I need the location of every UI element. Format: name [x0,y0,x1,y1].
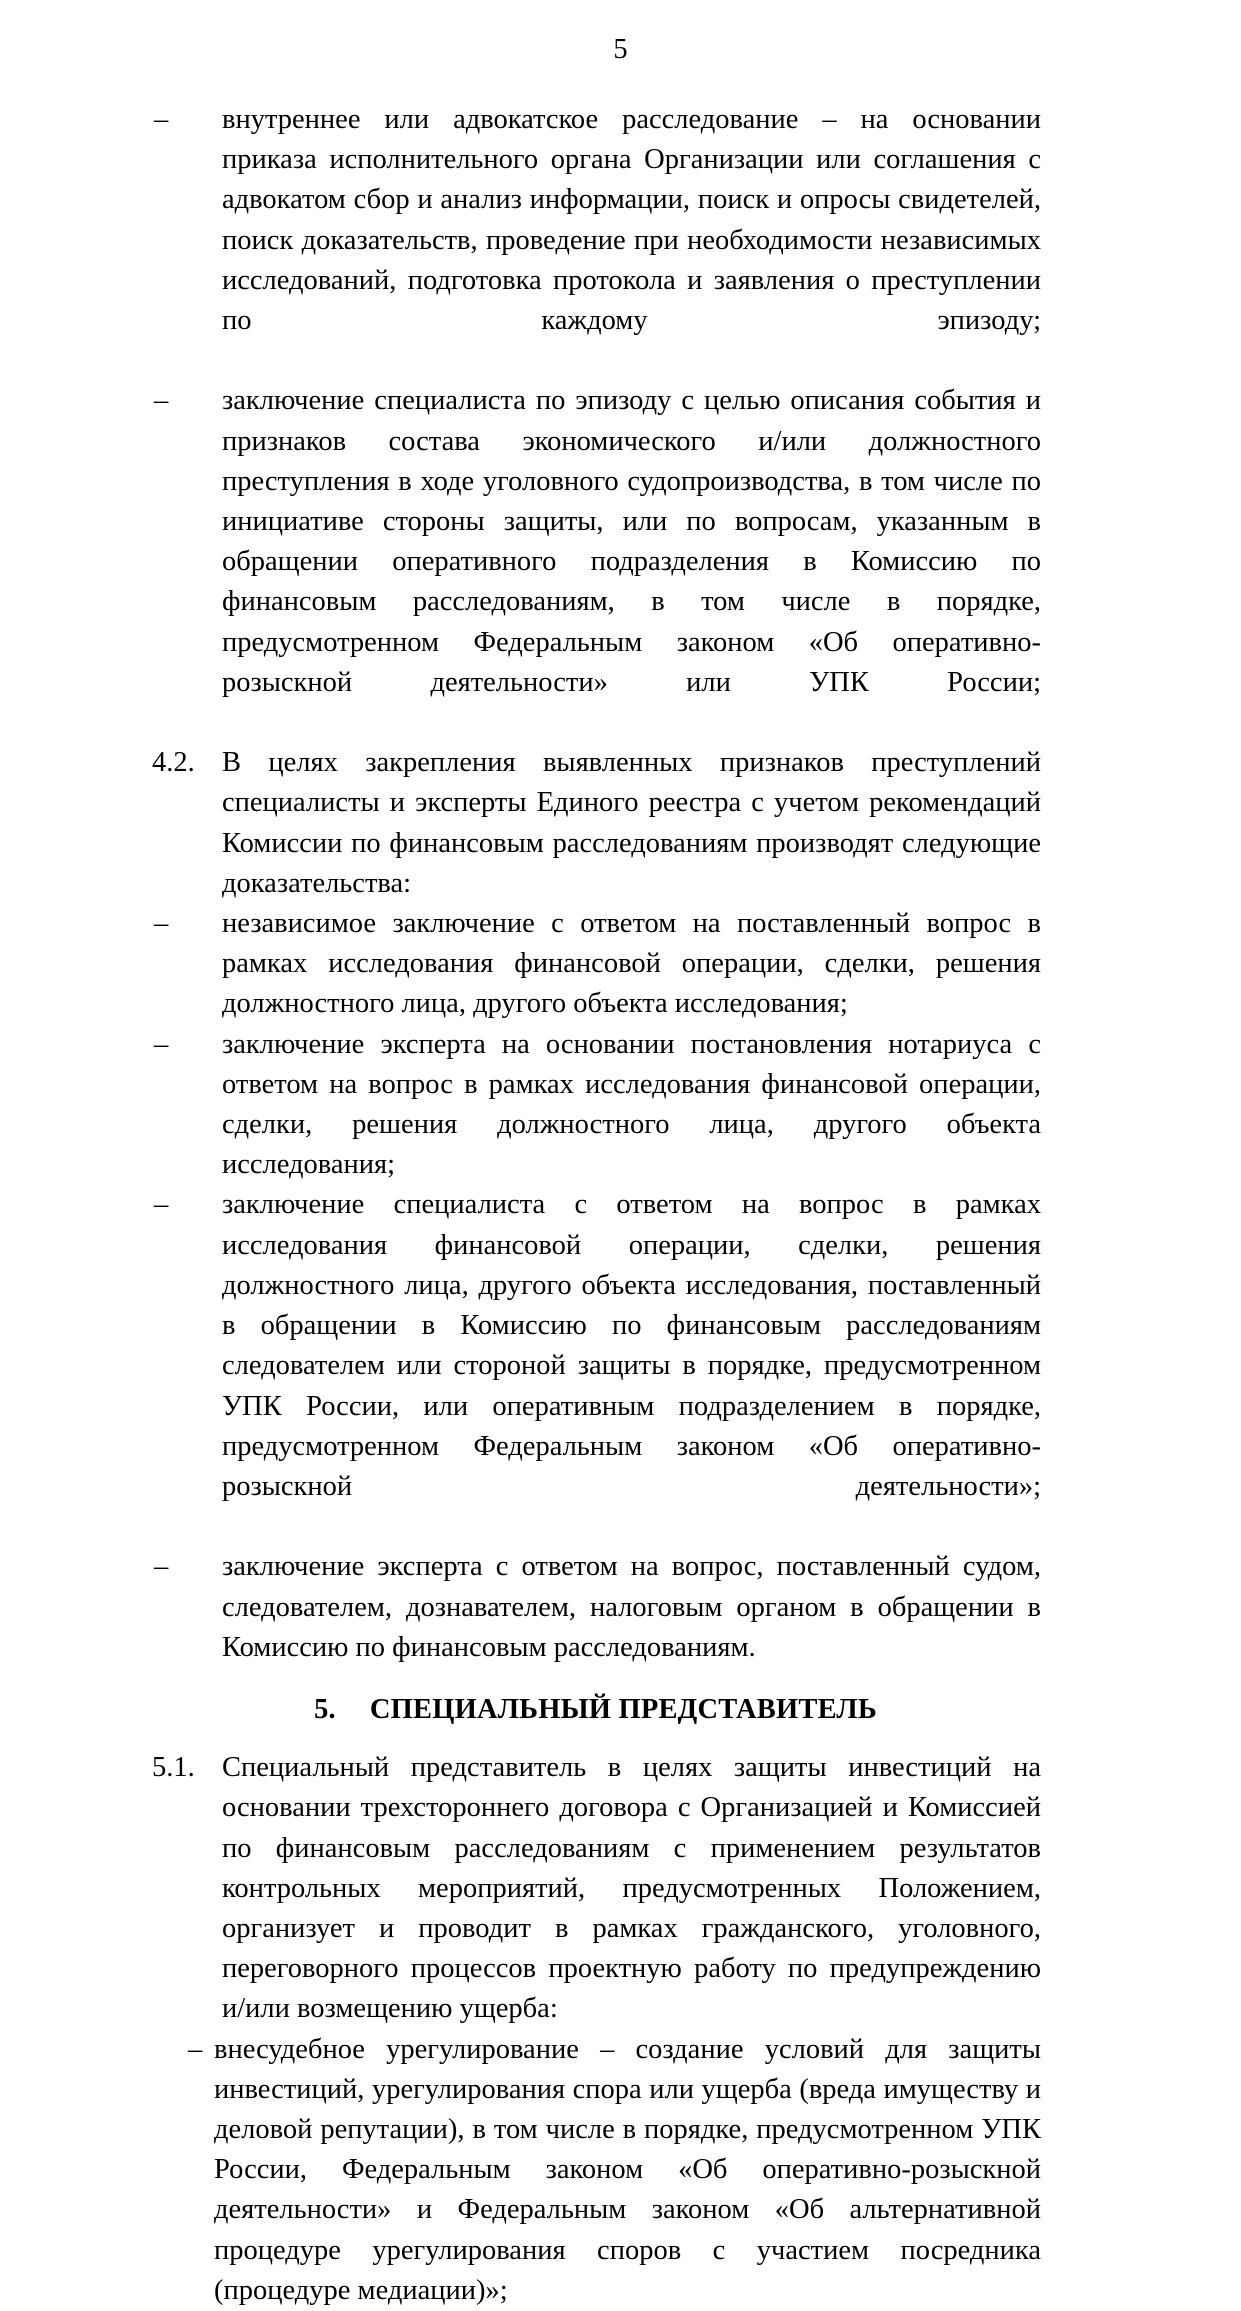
list-item [150,100,1041,381]
clause-text: В целях закрепления выявленных признаков преступлений специалисты и эксперты Единого реестра с учетом рекомендаций Комиссии по финансовым расследованиям производят следующие доказательства: [222,747,1041,899]
document-body [150,100,1041,2311]
list-item-text: внесудебное урегулирование – создание условий для защиты инвестиций, урегулирования спора или ущерба (вреда имуществу и деловой репутации), в том числе в порядке, предусмотренном УПК России, Федеральным законом «Об оперативно-розыскной деятельности» и Федеральным законом «Об альтернативной процедуре урегулирования споров с участием посредника (процедуре медиации)»; [214,2033,1041,2306]
list-item-text: внутреннее или адвокатское расследование – на основании приказа исполнительного органа Организации или соглашения с адвокатом сбор и анализ информации, поиск и опросы свидетелей, поиск доказательств, проведение при необходимости независимых исследований, подготовка протокола и заявления о преступлении по каждому эпизоду; [222,104,1041,337]
dash-bullet-icon: – [154,1028,169,1060]
list-item-text: независимое заключение с ответом на поставленный вопрос в рамках исследования финансовой операции, сделки, решения должностного лица, другого объекта исследования; [222,908,1041,1020]
list-item [150,1185,1041,1547]
dash-bullet-icon: – [154,385,169,417]
list-item [150,1025,1041,1186]
clause-text: Специальный представитель в целях защиты инвестиций на основании трехстороннего договора с Организацией и Комиссией по финансовым расследованиям с применением результатов контрольных мероприятий, предусмотренных Положением, организует и проводит в рамках гражданского, уголовного, переговорного процессов проектную работу по предупреждению и/или возмещению ущерба: [222,1752,1041,2025]
list-item-text: заключение эксперта с ответом на вопрос, поставленный судом, следователем, дознавателем, налоговым органом в обращении в Комиссию по финансовым расследованиям. [222,1551,1041,1663]
list-item-text: заключение специалиста с ответом на вопрос в рамках исследования финансовой операции, сделки, решения должностного лица, другого объекта исследования, поставленный в обращении в Комиссию по финансовым расследованиям следователем или стороной защиты в порядке, предусмотренном УПК России, или оперативным подразделением в порядке, предусмотренном Федеральным законом «Об оперативно-розыскной деятельности»; [222,1189,1041,1502]
dash-bullet-icon: – [154,1551,169,1583]
list-item [150,2030,1041,2311]
list-item [150,904,1041,1025]
clause-4-2 [150,743,1041,904]
dash-bullet-icon: – [154,908,169,940]
page-number: 5 [613,34,628,65]
list-item [150,381,1041,743]
list-item-text: заключение эксперта на основании постановления нотариуса с ответом на вопрос в рамках исследования финансовой операции, сделки, решения должностного лица, другого объекта исследования; [222,1028,1041,1181]
clause-number: 4.2. [152,747,195,779]
dash-bullet-icon: – [154,1189,169,1221]
section-heading-number: 5. [314,1693,336,1725]
dash-bullet-icon: – [154,104,169,135]
dash-bullet-icon: – [188,2033,203,2065]
section-heading-title: СПЕЦИАЛЬНЫЙ ПРЕДСТАВИТЕЛЬ [369,1693,877,1725]
list-item [150,1547,1041,1668]
section-heading [150,1690,1041,1730]
clause-5-1 [150,1748,1041,2029]
clause-number: 5.1. [152,1752,195,1784]
list-item-text: заключение специалиста по эпизоду с целью описания события и признаков состава экономического и/или должностного преступления в ходе уголовного судопроизводства, в том числе по инициативе стороны защиты, или по вопросам, указанным в обращении оперативного подразделения в Комиссию по финансовым расследованиям, в том числе в порядке, предусмотренном Федеральным законом «Об оперативно-розыскной деятельности» или УПК России; [222,385,1041,698]
